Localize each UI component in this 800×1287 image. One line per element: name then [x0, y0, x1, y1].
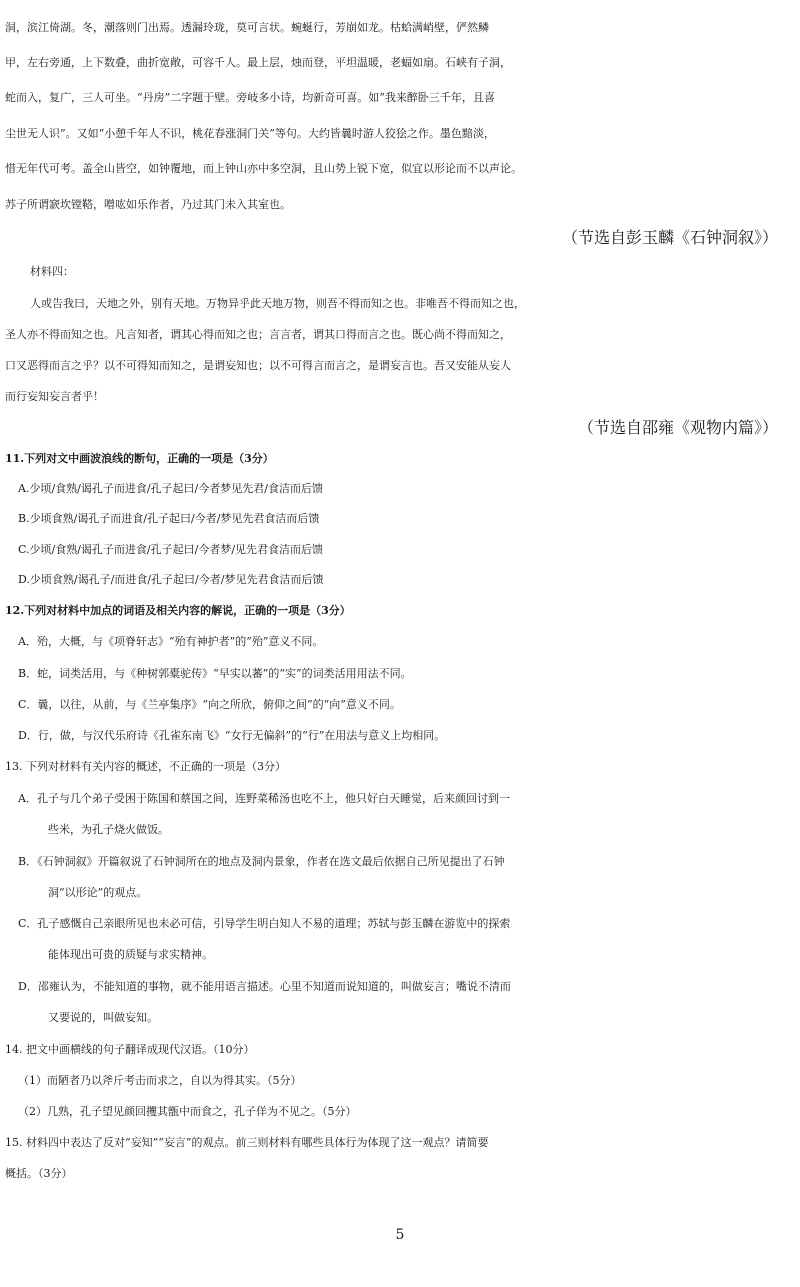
material4-heading: 材料四： — [30, 265, 74, 278]
q12-option-a: A．殆，大概，与《项脊轩志》“殆有神护者”的“殆”意义不同。 — [18, 635, 324, 648]
q13-option-d: D．邵雍认为，不能知道的事物，就不能用语言描述。心里不知道而说知道的，叫做妄言；嘴说不清而 — [18, 980, 511, 993]
q11-stem: 11.下列对文中画波浪线的断句，正确的一项是（3分） — [5, 452, 274, 465]
q11-option-c: C.少顷/食熟/谒孔子而进食/孔子起曰/今者梦/见先君食洁而后馈 — [18, 543, 324, 556]
q14-stem: 14. 把文中画横线的句子翻译成现代汉语。（10分） — [5, 1043, 255, 1056]
q12-option-c: C．曩，以往，从前，与《兰亭集序》“向之所欣，俯仰之间”的“向”意义不同。 — [18, 698, 401, 711]
material4-line: 人或告我曰，天地之外，别有天地。万物异乎此天地万物，则吾不得而知之也。非唯吾不得而知之也， — [30, 297, 525, 310]
q13-option-c: C．孔子感慨自己亲眼所见也未必可信，引导学生明白知人不易的道理；苏轼与彭玉麟在游览中的探索 — [18, 917, 511, 930]
q13-option-a: A．孔子与几个弟子受困于陈国和蔡国之间，连野菜稀汤也吃不上，他只好白天睡觉，后来颜回讨到一 — [18, 792, 510, 805]
page-number: 5 — [395, 1227, 405, 1243]
q12-option-b: B．蛇，词类活用，与《种树郭橐驼传》“早实以蕃”的“实”的词类活用用法不同。 — [18, 667, 412, 680]
material3-line: 洞，滨江倚湖。冬，潮落则门出焉。透漏玲珑，莫可言状。蜿蜒行，芳崩如龙。枯蛤满峭壁，俨然鳞 — [5, 21, 489, 34]
q13-stem: 13. 下列对材料有关内容的概述，不正确的一项是（3分） — [5, 760, 286, 773]
q13-option-d-cont: 又要说的，叫做妄知。 — [48, 1011, 158, 1024]
material4-source: （节选自邵雍《观物内篇》） — [577, 418, 778, 437]
material4-line: 圣人亦不得而知之也。凡言知者，谓其心得而知之也；言言者，谓其口得而言之也。既心尚不得而知之， — [5, 328, 511, 341]
material3-source: （节选自彭玉麟《石钟洞叙》） — [561, 228, 778, 247]
q11-option-a: A.少顷/食熟/谒孔子而进食/孔子起曰/今者梦见先君/食洁而后馈 — [18, 482, 323, 495]
material4-line: 口又恶得而言之乎？以不可得知而知之，是谓妄知也；以不可得言而言之，是谓妄言也。吾又安能从妄人 — [5, 359, 511, 372]
q13-option-a-cont: 些米，为孔子烧火做饭。 — [48, 823, 169, 836]
q14-item-1: （1）而陋者乃以斧斤考击而求之，自以为得其实。（5分） — [18, 1074, 302, 1087]
q12-option-d: D．行，做，与汉代乐府诗《孔雀东南飞》“女行无偏斜”的“行”在用法与意义上均相同。 — [18, 729, 446, 742]
material3-line: 甲，左右旁通，上下数叠，曲折宽敞，可容千人。最上层，烛而登，平坦温暖，老蝠如扇。石峡有子洞， — [5, 56, 511, 69]
q11-option-b: B.少顷食熟/谒孔子而进食/孔子起曰/今者/梦见先君食洁而后馈 — [18, 512, 320, 525]
q13-option-b-cont: 洞“以形论”的观点。 — [48, 886, 148, 899]
material3-line: 苏子所谓窾坎镗鞳，噌吰如乐作者，乃过其门未入其室也。 — [5, 198, 291, 211]
q15-stem-cont: 概括。（3分） — [5, 1167, 73, 1180]
material4-line: 而行妄知妄言者乎！ — [5, 390, 104, 403]
q14-item-2: （2）几熟，孔子望见颜回攫其甑中而食之，孔子佯为不见之。（5分） — [18, 1105, 357, 1118]
q13-option-b: B．《石钟洞叙》开篇叙说了石钟洞所在的地点及洞内景象，作者在选文最后依据自己所见提出了石钟 — [18, 855, 505, 868]
material3-line: 尘世无人识”。又如“小憩千年人不识，桃花春涨洞门关”等句。大约皆曩时游人狡狯之作。墨色黯淡， — [5, 127, 495, 140]
material3-line: 蛇而入，复广，三人可坐。“丹房”二字题于壁。旁岐多小诗，均新奇可喜。如“我来醉卧三千年，且喜 — [5, 91, 495, 104]
q13-option-c-cont: 能体现出可贵的质疑与求实精神。 — [48, 948, 213, 961]
q15-stem: 15. 材料四中表达了反对“妄知”“妄言”的观点。前三则材料有哪些具体行为体现了这一观点？请简要 — [5, 1136, 489, 1149]
q12-stem: 12.下列对材料中加点的词语及相关内容的解说，正确的一项是（3分） — [5, 604, 351, 617]
material3-line: 惜无年代可考。盖全山皆空，如钟覆地，而上钟山亦中多空洞，且山势上锐下宽，似宜以形论而不以声论。 — [5, 162, 522, 175]
q11-option-d: D.少顷食熟/谒孔子/而进食/孔子起曰/今者/梦见先君食洁而后馈 — [18, 573, 324, 586]
